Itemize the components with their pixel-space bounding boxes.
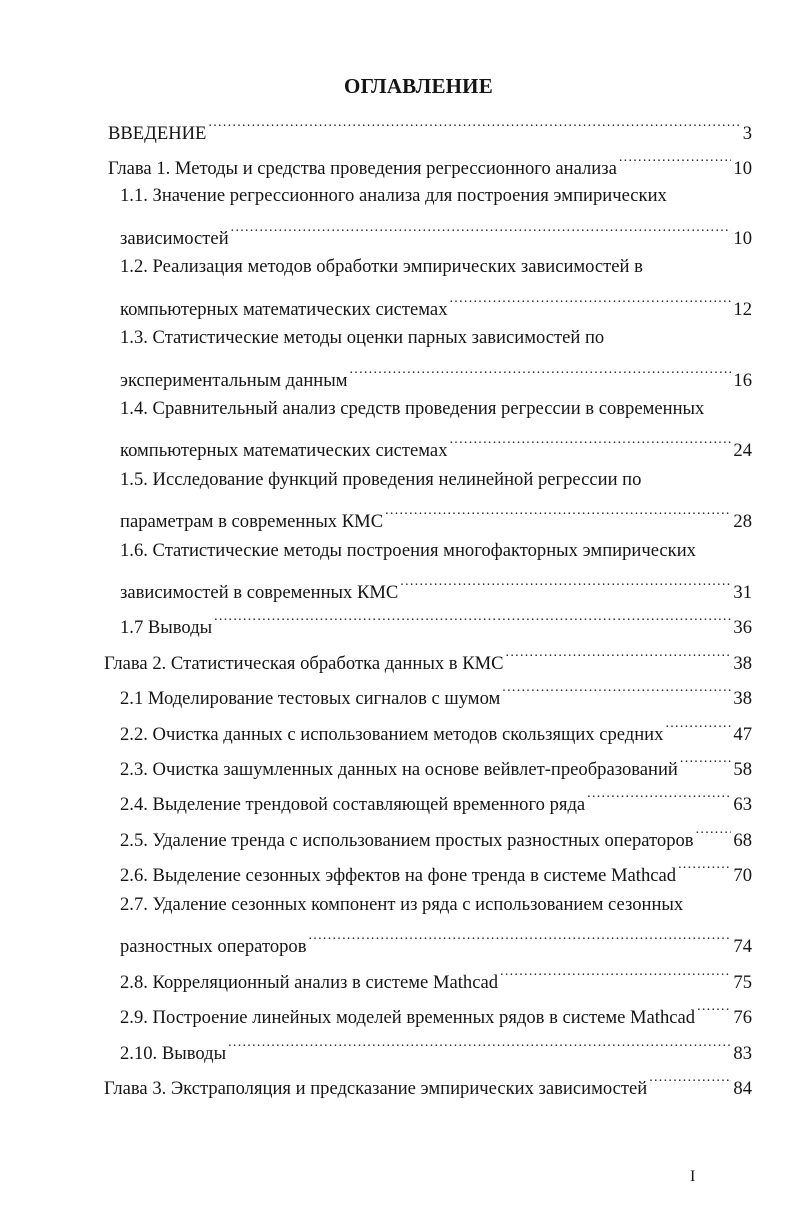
- toc-leader-dots: [665, 716, 731, 740]
- toc-leader-dots: [208, 115, 740, 139]
- toc-entry-title: экспериментальным данным: [120, 370, 348, 391]
- toc-entry-page: 76: [733, 1007, 752, 1028]
- toc-entry-title: 2.3. Очистка зашумленных данных на основе вейвлет-преобразований: [120, 759, 678, 780]
- toc-entry-title: 2.2. Очистка данных с использованием методов скользящих средних: [120, 724, 664, 745]
- toc-entry-page: 63: [733, 794, 752, 815]
- toc-leader-dots: [231, 220, 732, 244]
- toc-entry-first-line[interactable]: 1.6. Статистические методы построения многофакторных эмпирических: [120, 540, 696, 561]
- toc-entry-title: параметрам в современных КМС: [120, 511, 384, 532]
- toc-entry-title: Глава 2. Статистическая обработка данных в КМС: [104, 653, 504, 674]
- toc-entry-first-line[interactable]: 1.4. Сравнительный анализ средств проведения регрессии в современных: [120, 398, 705, 419]
- toc-leader-dots: [502, 680, 731, 704]
- toc-entry-page: 74: [733, 936, 752, 957]
- toc-entry-title: 2.5. Удаление тренда с использованием простых разностных операторов: [120, 830, 694, 851]
- toc-entry-title: Глава 1. Методы и средства проведения регрессионного анализа: [108, 158, 617, 179]
- toc-entry-page: 47: [733, 724, 752, 745]
- toc-entry[interactable]: [120, 503, 752, 534]
- toc-entry-title: компьютерных математических системах: [120, 440, 448, 461]
- toc-entry-page: 31: [733, 582, 752, 603]
- toc-entry-page: 36: [733, 617, 752, 638]
- toc-entry-page: 84: [733, 1078, 752, 1099]
- toc-entry-title: Глава 3. Экстраполяция и предсказание эмпирических зависимостей: [104, 1078, 648, 1099]
- toc-entry[interactable]: [120, 786, 752, 817]
- toc-leader-dots: [619, 150, 732, 174]
- toc-leader-dots: [400, 574, 731, 598]
- toc-entry-first-line[interactable]: 1.3. Статистические методы оценки парных зависимостей по: [120, 327, 605, 348]
- toc-entry[interactable]: [120, 680, 752, 711]
- toc-entry-first-line[interactable]: 1.5. Исследование функций проведения нелинейной регрессии по: [120, 469, 642, 490]
- toc-entry-title: 2.4. Выделение трендовой составляющей временного ряда: [120, 794, 586, 815]
- toc-entry-page: 10: [733, 158, 752, 179]
- toc-leader-dots: [500, 964, 731, 988]
- toc-entry-title: зависимостей в современных КМС: [120, 582, 399, 603]
- toc-entry-page: 68: [733, 830, 752, 851]
- toc-entry[interactable]: [120, 751, 752, 782]
- toc-entry[interactable]: [120, 291, 752, 322]
- toc-leader-dots: [450, 432, 732, 456]
- toc-entry[interactable]: [108, 150, 752, 181]
- toc-entry-title: разностных операторов: [120, 936, 307, 957]
- toc-entry-page: 38: [733, 688, 752, 709]
- toc-leader-dots: [649, 1070, 731, 1094]
- toc-entry-first-line[interactable]: 2.7. Удаление сезонных компонент из ряда с использованием сезонных: [120, 894, 684, 915]
- toc-leader-dots: [450, 291, 732, 315]
- toc-entry-title: ВВЕДЕНИЕ: [108, 123, 207, 144]
- toc-entry-page: 58: [733, 759, 752, 780]
- toc-entry[interactable]: [120, 609, 752, 640]
- toc-entry-title: зависимостей: [120, 228, 229, 249]
- toc-leader-dots: [587, 786, 731, 810]
- toc-entry[interactable]: [120, 928, 752, 959]
- toc-entry-page: 16: [733, 370, 752, 391]
- toc-entry-title: 2.1 Моделирование тестовых сигналов с шумом: [120, 688, 501, 709]
- toc-leader-dots: [385, 503, 731, 527]
- toc-entry-title: 2.10. Выводы: [120, 1043, 227, 1064]
- toc-entry-page: 70: [733, 865, 752, 886]
- toc-entry-first-line[interactable]: 1.1. Значение регрессионного анализа для построения эмпирических: [120, 185, 667, 206]
- toc-entry-title: 2.6. Выделение сезонных эффектов на фоне тренда в системе Mathcad: [120, 865, 677, 886]
- toc-entry-page: 28: [733, 511, 752, 532]
- toc-entry-page: 83: [733, 1043, 752, 1064]
- toc-entry-page: 38: [733, 653, 752, 674]
- toc-leader-dots: [696, 822, 732, 846]
- toc-leader-dots: [680, 751, 732, 775]
- toc-entry[interactable]: [120, 1035, 752, 1066]
- toc-leader-dots: [214, 609, 731, 633]
- toc-entry-page: 12: [733, 299, 752, 320]
- toc-entry[interactable]: [120, 432, 752, 463]
- toc-entry[interactable]: [120, 999, 752, 1030]
- toc-entry-title: компьютерных математических системах: [120, 299, 448, 320]
- toc-leader-dots: [506, 645, 732, 669]
- toc-leader-dots: [697, 999, 731, 1023]
- toc-entry[interactable]: [108, 115, 752, 146]
- toc-entry[interactable]: [104, 1070, 752, 1101]
- toc-entry[interactable]: [120, 574, 752, 605]
- page-number: I: [690, 1168, 696, 1185]
- toc-leader-dots: [678, 857, 731, 881]
- toc-entry[interactable]: [120, 857, 752, 888]
- toc-leader-dots: [309, 928, 732, 952]
- toc-entry-first-line[interactable]: 1.2. Реализация методов обработки эмпирических зависимостей в: [120, 256, 643, 277]
- toc-entry[interactable]: [120, 362, 752, 393]
- toc-entry[interactable]: [120, 964, 752, 995]
- toc-entry-page: 10: [733, 228, 752, 249]
- toc-title: ОГЛАВЛЕНИЕ: [344, 74, 493, 98]
- toc-entry-title: 1.7 Выводы: [120, 617, 213, 638]
- toc-entry-page: 24: [733, 440, 752, 461]
- toc-entry[interactable]: [104, 645, 752, 676]
- toc-entry-page: 75: [733, 972, 752, 993]
- toc-entry-page: 3: [742, 123, 752, 144]
- toc-entry-title: 2.8. Корреляционный анализ в системе Mathcad: [120, 972, 499, 993]
- toc-entry[interactable]: [120, 220, 752, 251]
- toc-entry-title: 2.9. Построение линейных моделей временных рядов в системе Mathcad: [120, 1007, 696, 1028]
- toc-leader-dots: [228, 1035, 731, 1059]
- toc-leader-dots: [349, 362, 731, 386]
- toc-entry[interactable]: [120, 822, 752, 853]
- toc-entry[interactable]: [120, 716, 752, 747]
